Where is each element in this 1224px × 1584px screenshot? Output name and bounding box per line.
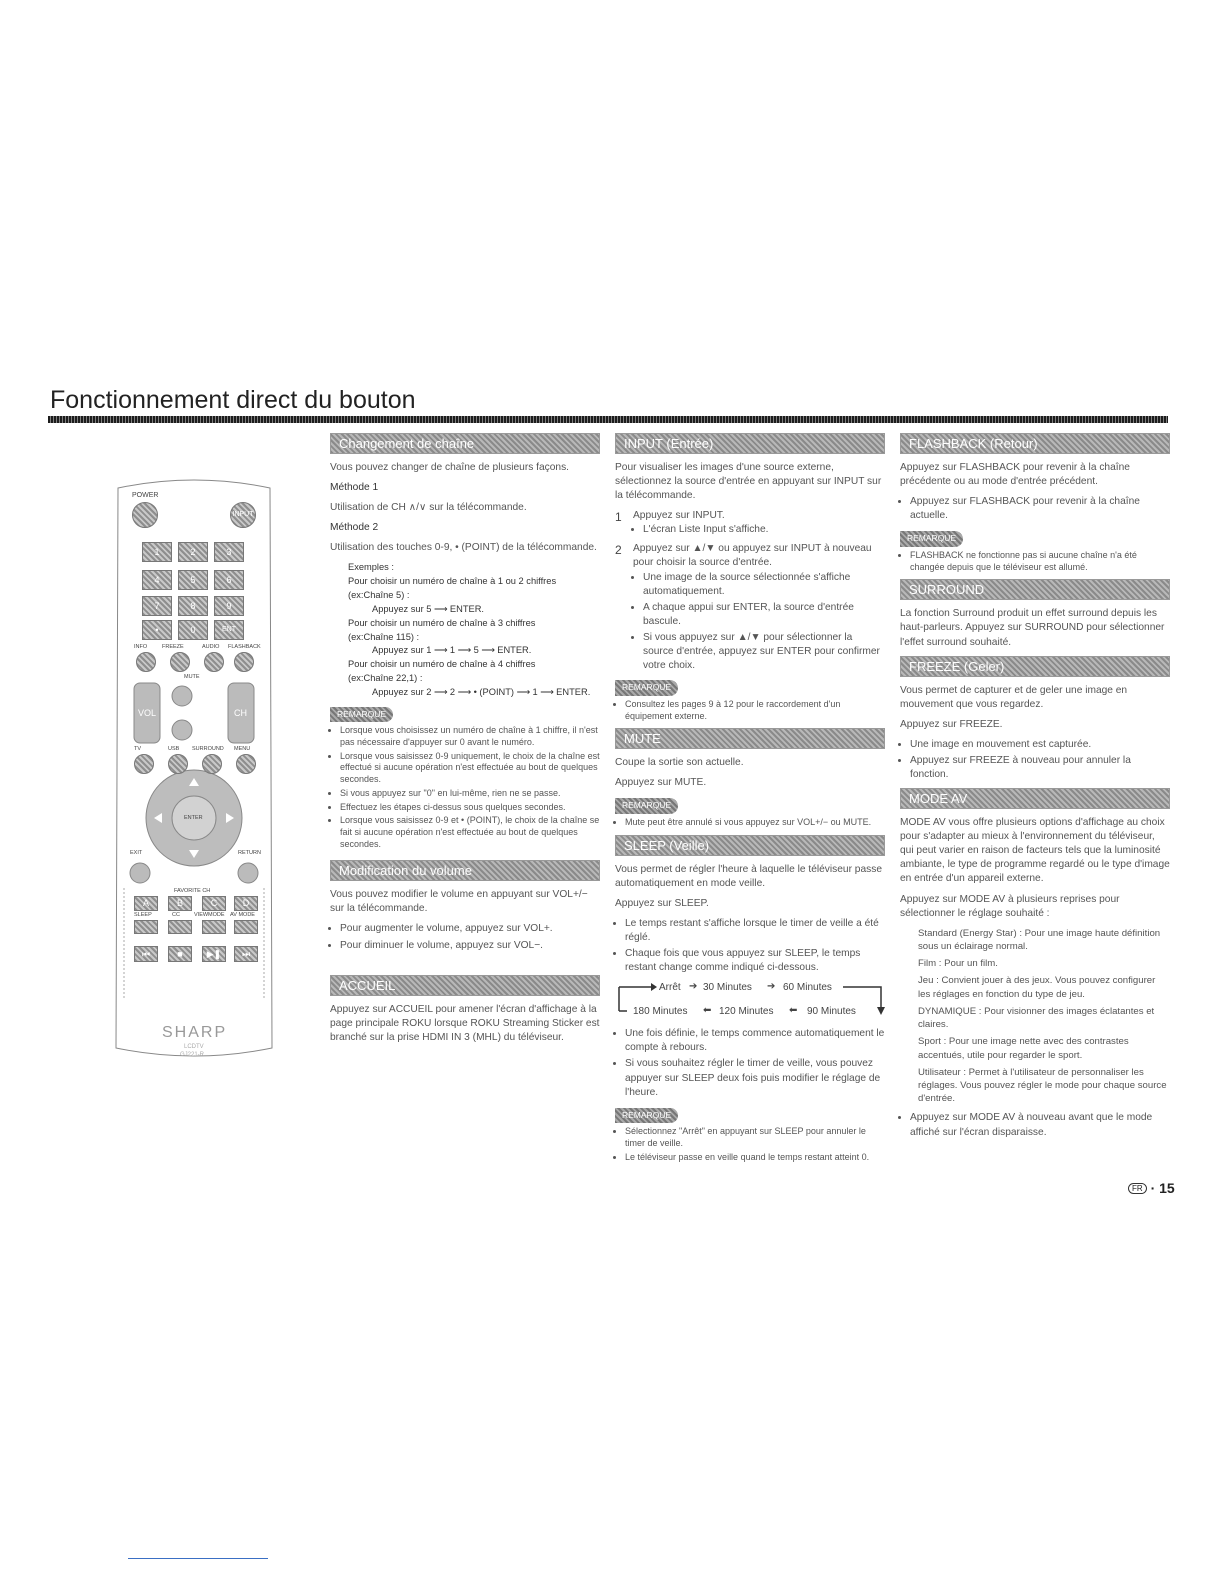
digit-button: 6 (214, 570, 244, 590)
digit-button: 2 (178, 542, 208, 562)
note-list (330, 725, 600, 850)
usb-label: USB (168, 746, 180, 752)
paragraph: Vous permet de régler l'heure à laquelle le téléviseur passe automatiquement en mode veille. (615, 863, 882, 889)
section-heading: FREEZE (Geler) (900, 656, 1170, 677)
list-item: • Pour augmenter le volume, appuyez sur VOL+. (340, 922, 600, 936)
menu-button (236, 754, 256, 774)
list-item: DYNAMIQUE : Pour visionner des images éclatantes et claires. (918, 1005, 1155, 1031)
remote-subtitle: LCDTV (184, 1044, 204, 1050)
example-text: Appuyez sur 2 ⟶ 2 ⟶ • (POINT) ⟶ 1 ⟶ ENTER. (372, 686, 591, 697)
list-item: • Appuyez sur MODE AV à nouveau avant que le mode affiché sur l'écran disparaisse. (910, 1111, 1170, 1139)
paragraph: Coupe la sortie son actuelle. (615, 757, 744, 769)
input-button: INPUT (230, 502, 256, 528)
arrow-right-icon: ➔ (767, 981, 776, 993)
viewmode-label: VIEWMODE (194, 912, 225, 918)
list-item: • Appuyez sur FREEZE à nouveau pour annuler la fonction. (910, 754, 1170, 782)
digit-button: 0 (178, 620, 208, 640)
remote-model: GJ221-R (180, 1052, 205, 1058)
cycle-step: 30 Minutes (703, 982, 752, 994)
list-item: • Chaque fois que vous appuyez sur SLEEP, le temps restant change comme indiqué ci-dessous. (625, 947, 885, 975)
paragraph: Appuyez sur MUTE. (615, 777, 707, 789)
paragraph: Vous pouvez changer de chaîne de plusieurs façons. (330, 462, 570, 473)
freeze-label: FREEZE (162, 644, 184, 650)
remark-badge: REMARQUE (615, 798, 678, 814)
arrow-left-icon: ⬅ (789, 1005, 798, 1017)
page-title: Fonctionnement direct du bouton (50, 386, 416, 414)
remark-badge: REMARQUE (900, 531, 963, 547)
list-item: • Pour diminuer le volume, appuyez sur VOL−. (340, 939, 600, 953)
example-text: Pour choisir un numéro de chaîne à 3 chiffres (348, 617, 536, 628)
example-text: (ex:Chaîne 115) : (348, 631, 420, 642)
surround-button (202, 754, 222, 774)
examples (330, 561, 600, 698)
example-text: Pour choisir un numéro de chaîne à 1 ou 2 chiffres (348, 576, 557, 587)
section-heading: Modification du volume (330, 860, 600, 881)
avmode-button (234, 920, 258, 934)
list-item: • L'écran Liste Input s'affiche. (643, 523, 885, 537)
remark-badge: REMARQUE (615, 1108, 678, 1124)
section-heading: SURROUND (900, 579, 1170, 600)
list-item: Utilisateur : Permet à l'utilisateur de personnaliser les réglages. Vous pouvez régler le mode pour chaque source d'entrée. (918, 1066, 1167, 1105)
step-number: 1 (615, 510, 622, 525)
brand-logo: SHARP (162, 1024, 228, 1041)
audio-label: AUDIO (202, 644, 220, 650)
power-button (132, 502, 158, 528)
tv-label: TV (134, 746, 142, 752)
ch-label: CH (234, 708, 247, 718)
rewind-icon: ⏮ (134, 946, 158, 962)
section-heading: MUTE (615, 728, 885, 749)
note-list (615, 817, 885, 829)
digit-button: 8 (178, 596, 208, 616)
remote-illustration (112, 478, 276, 1058)
list-item: • Une image de la source sélectionnée s'affiche automatiquement. (643, 571, 885, 599)
list-item: • Lorsque vous saisissez 0-9 uniquement, le choix de la chaîne est effectué si aucune opération n'est effectuée au bout de quelques secondes. (340, 751, 600, 786)
example-text: (ex:Chaîne 5) : (348, 590, 410, 601)
tv-button (134, 754, 154, 774)
favorite-label: FAVORITE CH (174, 888, 211, 894)
step-text: Appuyez sur ▲/▼ ou appuyez sur INPUT à nouveau pour choisir la source d'entrée. (633, 543, 872, 569)
paragraph: Vous permet de capturer et de geler une image en mouvement que vous regardez. (900, 684, 1128, 710)
column-2 (615, 433, 885, 1169)
vol-label: VOL (138, 708, 157, 718)
list-item: • Si vous souhaitez régler le timer de veille, vous pouvez appuyer sur SLEEP deux fois puis modifier le réglage de l'heure. (625, 1057, 885, 1099)
paragraph: Appuyez sur FREEZE. (900, 718, 1003, 730)
remark-badge: REMARQUE (615, 680, 678, 696)
column-3 (900, 433, 1170, 1146)
list (330, 922, 600, 952)
list-item: • Une fois définie, le temps commence automatiquement le compte à rebours. (625, 1027, 885, 1055)
return-label: RETURN (238, 850, 261, 856)
list (900, 738, 1170, 782)
list-item: • Effectuez les étapes ci-dessus sous quelques secondes. (340, 802, 600, 814)
mode-list (900, 927, 1170, 1106)
surround-label: SURROUND (192, 746, 224, 752)
step (615, 509, 885, 539)
paragraph: Appuyez sur ACCUEIL pour amener l'écran d'affichage à la page principale ROKU lorsque ROKU Streaming Sticker est branché sur la prise HDMI IN 3 (MHL) du téléviseur. (330, 1003, 600, 1043)
flashback-label: FLASHBACK (228, 644, 261, 650)
list (900, 495, 1170, 523)
list-item: • Lorsque vous saisissez 0-9 et • (POINT), le choix de la chaîne se fait si aucune opération n'est effectuée au bout de quelques secondes. (340, 815, 600, 850)
list-item: • Si vous appuyez sur ▲/▼ pour sélectionner la source d'entrée, appuyez sur ENTER pour confirmer votre choix. (643, 631, 885, 673)
list-item: • FLASHBACK ne fonctionne pas si aucune chaîne n'a été changée depuis que le téléviseur est allumé. (910, 550, 1170, 573)
cycle-step: 60 Minutes (783, 982, 832, 994)
audio-button (204, 652, 224, 672)
list-item: Film : Pour un film. (918, 958, 998, 970)
fav-button: B (168, 896, 192, 911)
freeze-button (170, 652, 190, 672)
info-label: INFO (134, 644, 148, 650)
digit-button: 1 (142, 542, 172, 562)
method-title: Méthode 2 (330, 522, 379, 534)
remark-badge: REMARQUE (330, 707, 393, 723)
method-title: Méthode 1 (330, 482, 379, 494)
list-item: • Lorsque vous choisissez un numéro de chaîne à 1 chiffre, il n'est pas nécessaire d'appuyer sur 0 avant le numéro. (340, 725, 600, 748)
section-heading: MODE AV (900, 788, 1170, 809)
language-badge: FR (1128, 1183, 1147, 1194)
list-item: • Sélectionnez "Arrêt" en appuyant sur SLEEP pour annuler le timer de veille. (625, 1126, 885, 1149)
section-heading: Changement de chaîne (330, 433, 600, 454)
paragraph: Pour visualiser les images d'une source externe, sélectionnez la source d'entrée en appuyant sur INPUT sur la télécommande. (615, 462, 882, 502)
menu-label: MENU (234, 746, 251, 752)
step (615, 542, 885, 675)
paragraph: Utilisation de CH ∧/∨ sur la télécommande. (330, 502, 527, 514)
avmode-label: AV MODE (230, 912, 255, 918)
mute-label: MUTE (184, 674, 200, 680)
title-rule (48, 416, 1168, 423)
page-number: FR · 15 (1128, 1180, 1175, 1196)
exit-label: EXIT (130, 850, 143, 856)
digit-button: 7 (142, 596, 172, 616)
digit-button: 3 (214, 542, 244, 562)
paragraph: Vous pouvez modifier le volume en appuyant sur VOL+/− sur la télécommande. (330, 889, 588, 915)
cycle-step: 180 Minutes (633, 1006, 688, 1018)
fav-button: A (134, 896, 158, 911)
arrow-left-icon: ⬅ (703, 1005, 712, 1017)
note-list (900, 550, 1170, 573)
list-item: • Appuyez sur FLASHBACK pour revenir à la chaîne actuelle. (910, 495, 1170, 523)
digit-button: 5 (178, 570, 208, 590)
list-item: • Une image en mouvement est capturée. (910, 738, 1170, 752)
list-item: • Si vous appuyez sur "0" en lui-même, rien ne se passe. (340, 788, 600, 800)
example-text: (ex:Chaîne 22,1) : (348, 673, 423, 684)
power-label: POWER (132, 492, 159, 499)
digit-button: 9 (214, 596, 244, 616)
column-1 (330, 433, 600, 1051)
list (900, 1111, 1170, 1139)
paragraph: Appuyez sur FLASHBACK pour revenir à la chaîne précédente ou au mode d'entrée précédent. (900, 462, 1130, 488)
paragraph: MODE AV vous offre plusieurs options d'affichage au choix pour s'adapter au mieux à l'environnement du téléviseur, qui peut varier en raison de facteurs tels que la luminosité ambiante, le type de programme regardé ou le type d'image en entrée d'un appareil externe. (900, 817, 1170, 885)
example-text: Appuyez sur 1 ⟶ 1 ⟶ 5 ⟶ ENTER. (372, 645, 532, 656)
list-item: Sport : Pour une image nette avec des contrastes accentués, utile pour regarder le sport. (918, 1036, 1129, 1061)
paragraph: Appuyez sur SLEEP. (615, 897, 709, 909)
fav-button: D (234, 896, 258, 911)
fav-button: C (202, 896, 226, 911)
example-text: Appuyez sur 5 ⟶ ENTER. (372, 603, 485, 614)
stop-icon: ■ (168, 946, 192, 962)
forward-icon: ⏭ (234, 946, 258, 962)
paragraph: La fonction Surround produit un effet surround depuis les haut-parleurs. Appuyez sur SURROUND pour sélectionner l'effet surround souhaité. (900, 608, 1165, 648)
play-pause-icon: ▶❚ (202, 946, 226, 962)
list-item: Jeu : Convient jouer à des jeux. Vous pouvez configurer les réglages en fonction du type de jeu. (918, 975, 1156, 1000)
cycle-step: Arrêt (659, 982, 681, 994)
section-heading: INPUT (Entrée) (615, 433, 885, 454)
examples-title: Exemples : (348, 562, 394, 573)
footer-line (128, 1558, 268, 1559)
step-number: 2 (615, 543, 622, 558)
digit-button: ENT (214, 620, 244, 640)
viewmode-button (202, 920, 226, 934)
list (615, 917, 885, 975)
sleep-label: SLEEP (134, 912, 152, 918)
list-item: • Mute peut être annulé si vous appuyez sur VOL+/− ou MUTE. (625, 817, 885, 829)
paragraph: Utilisation des touches 0-9, • (POINT) de la télécommande. (330, 542, 597, 554)
cc-label: CC (172, 912, 180, 918)
step-text: Appuyez sur INPUT. (633, 510, 725, 522)
info-button (136, 652, 156, 672)
list-item: Standard (Energy Star) : Pour une image haute définition sous un éclairage normal. (918, 927, 1161, 952)
sleep-button (134, 920, 158, 934)
flashback-button (234, 652, 254, 672)
note-list (615, 699, 885, 722)
section-heading: SLEEP (Veille) (615, 835, 885, 856)
section-heading: ACCUEIL (330, 975, 600, 996)
arrow-right-icon: ➔ (689, 981, 698, 993)
page-number-value: 15 (1159, 1180, 1175, 1196)
example-text: Pour choisir un numéro de chaîne à 4 chiffres (348, 659, 536, 670)
note-list (615, 1126, 885, 1163)
digit-button: • (142, 620, 172, 640)
section-heading: FLASHBACK (Retour) (900, 433, 1170, 454)
usb-button (168, 754, 188, 774)
cc-button (168, 920, 192, 934)
digit-button: 4 (142, 570, 172, 590)
list-item: • Consultez les pages 9 à 12 pour le raccordement d'un équipement externe. (625, 699, 885, 722)
list-item: • A chaque appui sur ENTER, la source d'entrée bascule. (643, 601, 885, 629)
list (615, 1027, 885, 1099)
list-item: • Le téléviseur passe en veille quand le temps restant atteint 0. (625, 1152, 885, 1164)
cycle-step: 120 Minutes (719, 1006, 774, 1018)
sleep-cycle-diagram (615, 981, 885, 1019)
paragraph: Appuyez sur MODE AV à plusieurs reprises pour sélectionner le réglage souhaité : (900, 893, 1120, 919)
list-item: • Le temps restant s'affiche lorsque le timer de veille a été réglé. (625, 917, 885, 945)
enter-label: ENTER (184, 815, 203, 821)
cycle-step: 90 Minutes (807, 1006, 856, 1018)
